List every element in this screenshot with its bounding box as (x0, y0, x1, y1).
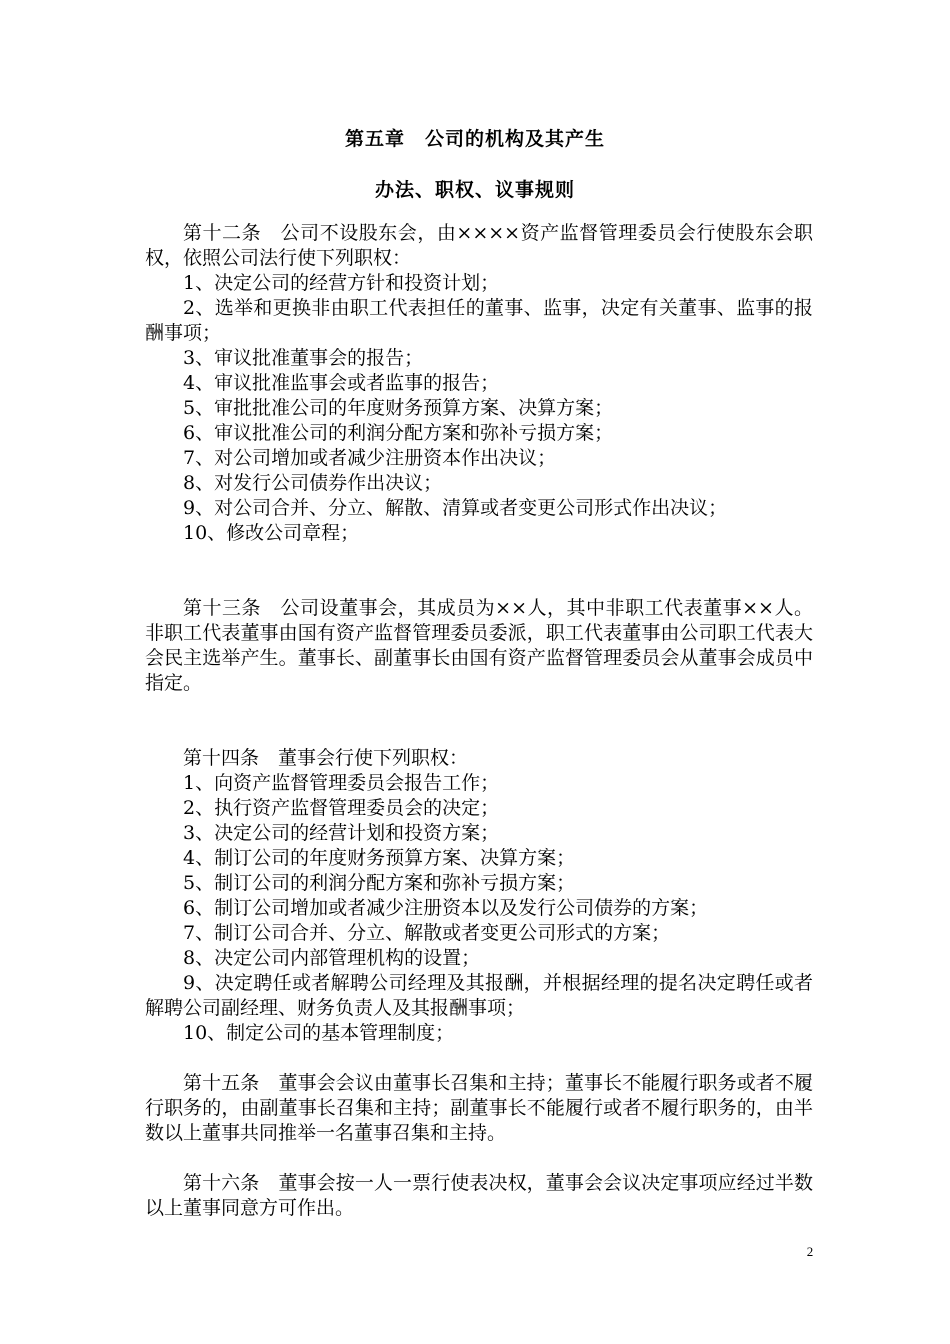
document-body (145, 221, 813, 1221)
article-12-item: 4、审议批准监事会或者监事的报告； (183, 372, 500, 394)
article-14-item: 10、制定公司的基本管理制度； (183, 1022, 455, 1044)
article-14-item: 4、制订公司的年度财务预算方案、决算方案； (183, 847, 576, 869)
article-14-item: 6、制订公司增加或者减少注册资本以及发行公司债券的方案； (183, 897, 709, 919)
article-12-item: 6、审议批准公司的利润分配方案和弥补亏损方案； (183, 422, 614, 444)
article-12-item: 10、修改公司章程； (183, 522, 360, 544)
article-12-intro: 第十二条 公司不设股东会，由××××资产监督管理委员会行使股东会职权，依照公司法行使下列职权： (145, 222, 813, 269)
article-13: 第十三条 公司设董事会，其成员为××人，其中非职工代表董事××人。非职工代表董事由国有资产监督管理委员委派，职工代表董事由公司职工代表大会民主选举产生。董事长、副董事长由国有资产监督管理委员会从董事会成员中指定。 (145, 597, 813, 694)
chapter-title: 第五章 公司的机构及其产生 (344, 128, 605, 150)
paragraph-spacer (145, 1146, 813, 1171)
article-12-item: 3、审议批准董事会的报告； (183, 347, 424, 369)
article-14-item: 3、决定公司的经营计划和投资方案； (183, 822, 500, 844)
article-14-item: 7、制订公司合并、分立、解散或者变更公司形式的方案； (183, 922, 671, 944)
article-12-item: 7、对公司增加或者减少注册资本作出决议； (183, 447, 557, 469)
article-14-item: 8、决定公司内部管理机构的设置； (183, 947, 481, 969)
article-12-item: 1、决定公司的经营方针和投资计划； (183, 272, 500, 294)
paragraph-spacer (145, 696, 813, 746)
article-12-item: 2、选举和更换非由职工代表担任的董事、监事，决定有关董事、监事的报酬事项； (145, 297, 813, 344)
article-12-item: 5、审批批准公司的年度财务预算方案、决算方案； (183, 397, 614, 419)
paragraph-spacer (145, 1046, 813, 1071)
article-16: 第十六条 董事会按一人一票行使表决权，董事会会议决定事项应经过半数以上董事同意方可作出。 (145, 1172, 813, 1219)
article-15: 第十五条 董事会会议由董事长召集和主持；董事长不能履行职务或者不履行职务的，由副董事长召集和主持；副董事长不能履行或者不履行职务的，由半数以上董事共同推举一名董事召集和主持。 (145, 1072, 813, 1144)
article-14-item: 5、制订公司的利润分配方案和弥补亏损方案； (183, 872, 576, 894)
article-14-intro: 第十四条 董事会行使下列职权： (183, 747, 469, 769)
article-14-item: 1、向资产监督管理委员会报告工作； (183, 772, 500, 794)
article-14-item: 9、决定聘任或者解聘公司经理及其报酬，并根据经理的提名决定聘任或者解聘公司副经理、财务负责人及其报酬事项； (145, 972, 813, 1019)
article-12-item: 8、对发行公司债券作出决议； (183, 472, 443, 494)
page-number: 2 (806, 1244, 814, 1259)
paragraph-spacer (145, 546, 813, 596)
article-14-item: 2、执行资产监督管理委员会的决定； (183, 797, 500, 819)
chapter-subtitle: 办法、职权、议事规则 (374, 179, 575, 201)
article-12-item: 9、对公司合并、分立、解散、清算或者变更公司形式作出决议； (183, 497, 728, 519)
